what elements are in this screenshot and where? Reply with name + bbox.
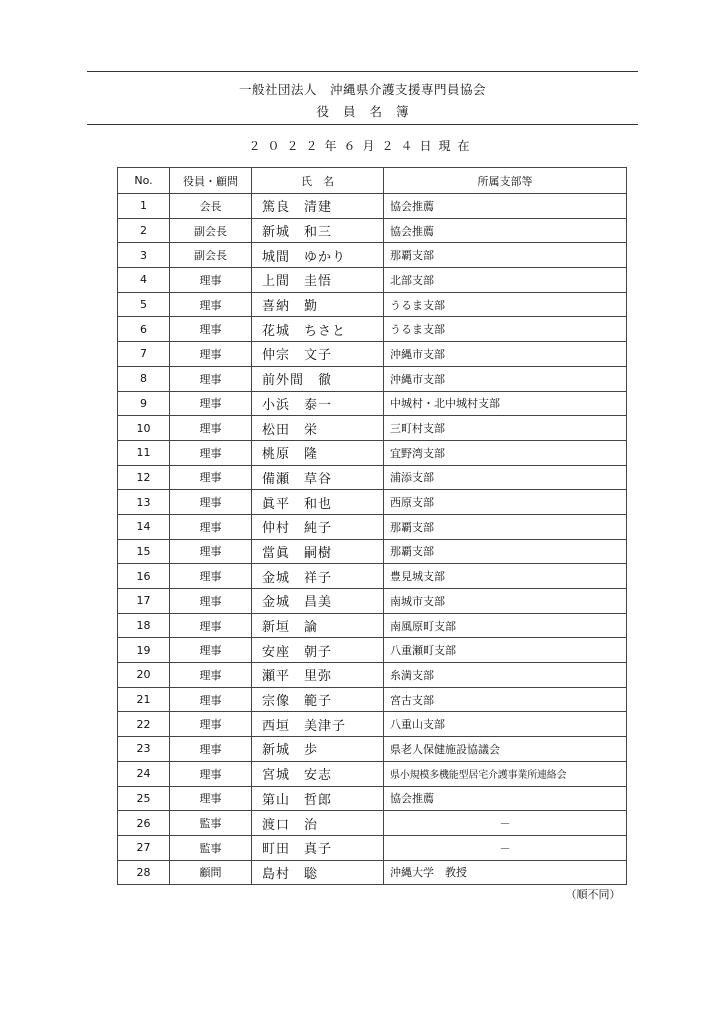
- table-row: [118, 835, 627, 860]
- as-of-date: ２０２２年６月２４日現在: [248, 139, 477, 153]
- row-name: 小浜 泰一: [252, 391, 384, 416]
- column-header-name: 氏 名: [252, 168, 384, 194]
- table-row: [118, 564, 627, 589]
- row-name: 渡口 治: [252, 811, 384, 836]
- table-row: [118, 465, 627, 490]
- row-branch: 協会推薦: [384, 218, 627, 243]
- row-role: 理事: [170, 317, 252, 342]
- row-number: 4: [118, 268, 170, 293]
- row-role: 理事: [170, 514, 252, 539]
- row-number: 10: [118, 416, 170, 441]
- document-title: 役員名簿: [316, 104, 423, 119]
- row-number: 27: [118, 835, 170, 860]
- row-name: 仲宗 文子: [252, 342, 384, 367]
- row-branch: 県老人保健施設協議会: [384, 737, 627, 762]
- row-role: 理事: [170, 786, 252, 811]
- table-row: [118, 786, 627, 811]
- row-role: 会長: [170, 194, 252, 219]
- table-row: [118, 539, 627, 564]
- row-number: 3: [118, 243, 170, 268]
- table-header-row: [118, 168, 627, 194]
- row-name: 瀬平 里弥: [252, 663, 384, 688]
- table-row: [118, 638, 627, 663]
- table-row: [118, 514, 627, 539]
- table-row: [118, 811, 627, 836]
- row-number: 13: [118, 490, 170, 515]
- table-row: [118, 342, 627, 367]
- row-name: 眞平 和也: [252, 490, 384, 515]
- row-number: 24: [118, 761, 170, 786]
- table-row: [118, 268, 627, 293]
- row-role: 理事: [170, 761, 252, 786]
- row-name: 金城 祥子: [252, 564, 384, 589]
- row-name: 町田 真子: [252, 835, 384, 860]
- row-branch: 協会推薦: [384, 194, 627, 219]
- row-role: 理事: [170, 268, 252, 293]
- row-name: 金城 昌美: [252, 589, 384, 614]
- row-branch: 南城市支部: [384, 589, 627, 614]
- row-role: 顧問: [170, 860, 252, 885]
- row-name: 新垣 論: [252, 613, 384, 638]
- row-role: 理事: [170, 539, 252, 564]
- row-branch: 沖縄大学 教授: [384, 860, 627, 885]
- row-name: 第山 哲郎: [252, 786, 384, 811]
- row-branch: 北部支部: [384, 268, 627, 293]
- row-branch: 県小規模多機能型居宅介護事業所連絡会: [384, 761, 627, 786]
- row-name: 仲村 純子: [252, 514, 384, 539]
- row-branch: 宮古支部: [384, 687, 627, 712]
- row-name: 城間 ゆかり: [252, 243, 384, 268]
- header-bottom-rule: [87, 124, 638, 125]
- row-number: 15: [118, 539, 170, 564]
- row-role: 理事: [170, 366, 252, 391]
- row-number: 28: [118, 860, 170, 885]
- table-row: [118, 687, 627, 712]
- row-name: 篤良 清建: [252, 194, 384, 219]
- row-number: 5: [118, 292, 170, 317]
- row-name: 島村 聡: [252, 860, 384, 885]
- table-row: [118, 218, 627, 243]
- row-branch: 糸満支部: [384, 663, 627, 688]
- column-header-no: No.: [118, 168, 170, 194]
- row-number: 21: [118, 687, 170, 712]
- row-branch: 那覇支部: [384, 514, 627, 539]
- row-role: 理事: [170, 564, 252, 589]
- table-row: [118, 860, 627, 885]
- row-role: 理事: [170, 391, 252, 416]
- row-name: 西垣 美津子: [252, 712, 384, 737]
- row-role: 理事: [170, 292, 252, 317]
- table-row: [118, 613, 627, 638]
- table-row: [118, 712, 627, 737]
- row-role: 理事: [170, 613, 252, 638]
- row-role: 理事: [170, 342, 252, 367]
- table-row: [118, 366, 627, 391]
- row-role: 理事: [170, 589, 252, 614]
- row-role: 理事: [170, 416, 252, 441]
- row-role: 理事: [170, 663, 252, 688]
- officer-roster-table: [117, 167, 627, 885]
- row-branch: 八重山支部: [384, 712, 627, 737]
- table-row: [118, 391, 627, 416]
- row-branch: 浦添支部: [384, 465, 627, 490]
- row-branch: 南風原町支部: [384, 613, 627, 638]
- row-name: 上間 圭悟: [252, 268, 384, 293]
- row-number: 7: [118, 342, 170, 367]
- row-number: 23: [118, 737, 170, 762]
- table-row: [118, 194, 627, 219]
- table-row: [118, 416, 627, 441]
- row-number: 14: [118, 514, 170, 539]
- row-name: 安座 朝子: [252, 638, 384, 663]
- row-number: 9: [118, 391, 170, 416]
- row-name: 宮城 安志: [252, 761, 384, 786]
- row-number: 22: [118, 712, 170, 737]
- table-row: [118, 243, 627, 268]
- row-number: 20: [118, 663, 170, 688]
- row-name: 松田 栄: [252, 416, 384, 441]
- row-name: 花城 ちさと: [252, 317, 384, 342]
- row-number: 18: [118, 613, 170, 638]
- table-body: [118, 194, 627, 885]
- row-role: 理事: [170, 490, 252, 515]
- row-role: 監事: [170, 811, 252, 836]
- row-branch: 八重瀬町支部: [384, 638, 627, 663]
- column-header-role: 役員・顧問: [170, 168, 252, 194]
- row-branch: 沖縄市支部: [384, 342, 627, 367]
- row-role: 理事: [170, 737, 252, 762]
- row-number: 25: [118, 786, 170, 811]
- table-row: [118, 490, 627, 515]
- table-row: [118, 737, 627, 762]
- row-branch: 宜野湾支部: [384, 440, 627, 465]
- row-number: 19: [118, 638, 170, 663]
- row-role: 理事: [170, 465, 252, 490]
- row-name: 宗像 範子: [252, 687, 384, 712]
- row-number: 2: [118, 218, 170, 243]
- row-name: 新城 和三: [252, 218, 384, 243]
- table-row: [118, 440, 627, 465]
- table-row: [118, 317, 627, 342]
- row-branch: 西原支部: [384, 490, 627, 515]
- table-row: [118, 663, 627, 688]
- table-row: [118, 589, 627, 614]
- row-number: 26: [118, 811, 170, 836]
- row-branch: 三町村支部: [384, 416, 627, 441]
- row-number: 6: [118, 317, 170, 342]
- row-role: 監事: [170, 835, 252, 860]
- row-role: 理事: [170, 687, 252, 712]
- row-role: 副会長: [170, 243, 252, 268]
- row-branch: 豊見城支部: [384, 564, 627, 589]
- row-name: 備瀬 草谷: [252, 465, 384, 490]
- row-number: 11: [118, 440, 170, 465]
- row-name: 前外間 徹: [252, 366, 384, 391]
- row-number: 12: [118, 465, 170, 490]
- row-branch: 協会推薦: [384, 786, 627, 811]
- row-number: 1: [118, 194, 170, 219]
- order-note: （順不同）: [565, 888, 621, 901]
- row-branch: うるま支部: [384, 317, 627, 342]
- top-rule: [87, 71, 638, 72]
- row-branch: うるま支部: [384, 292, 627, 317]
- row-role: 副会長: [170, 218, 252, 243]
- row-name: 桃原 隆: [252, 440, 384, 465]
- row-name: 喜納 勤: [252, 292, 384, 317]
- row-branch: －: [384, 811, 627, 836]
- row-role: 理事: [170, 440, 252, 465]
- row-role: 理事: [170, 712, 252, 737]
- table-row: [118, 761, 627, 786]
- row-number: 8: [118, 366, 170, 391]
- row-branch: 那覇支部: [384, 539, 627, 564]
- table-row: [118, 292, 627, 317]
- row-number: 16: [118, 564, 170, 589]
- organization-title: 一般社団法人 沖縄県介護支援専門員協会: [238, 82, 486, 97]
- column-header-branch: 所属支部等: [384, 168, 627, 194]
- row-number: 17: [118, 589, 170, 614]
- row-name: 當眞 嗣樹: [252, 539, 384, 564]
- row-branch: －: [384, 835, 627, 860]
- row-branch: 中城村・北中城村支部: [384, 391, 627, 416]
- row-branch: 那覇支部: [384, 243, 627, 268]
- row-branch: 沖縄市支部: [384, 366, 627, 391]
- row-role: 理事: [170, 638, 252, 663]
- row-name: 新城 歩: [252, 737, 384, 762]
